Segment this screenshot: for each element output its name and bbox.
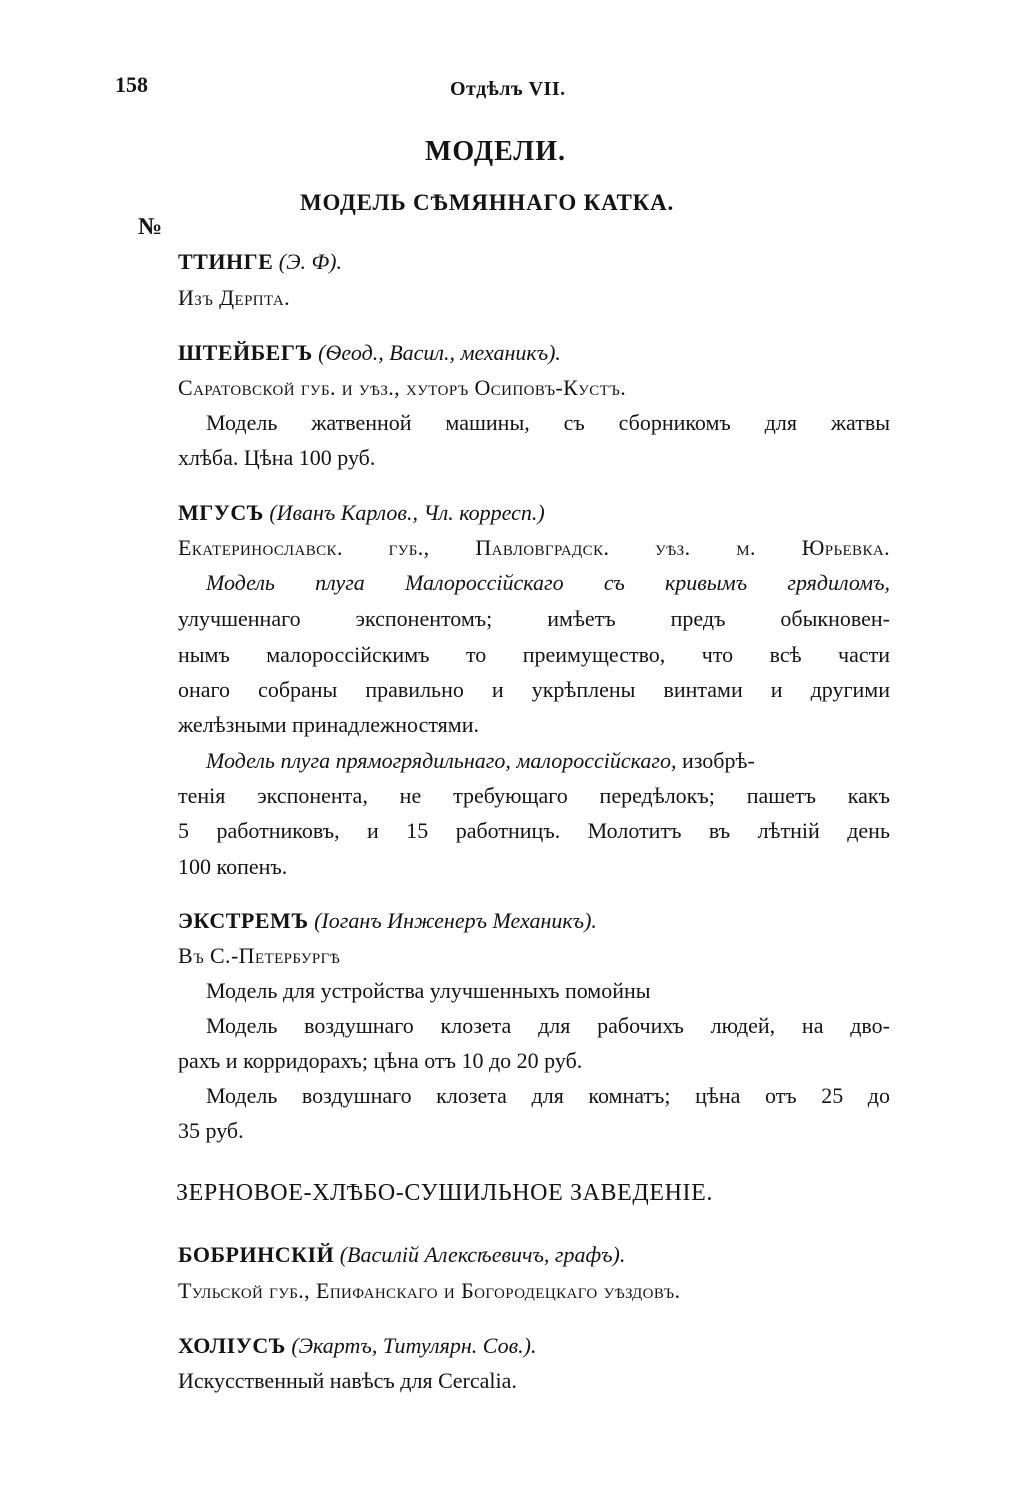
number-sign: № xyxy=(138,214,163,240)
entry-name: ХОЛІУСЪ xyxy=(178,1333,286,1358)
entry-details: (Экартъ, Титулярн. Сов.). xyxy=(291,1333,537,1358)
entry-description-line: хлѣба. Цѣна 100 руб. xyxy=(178,445,376,470)
entry-description-line: тенія экспонента, не требующаго передѣлокъ; пашетъ какъ xyxy=(178,783,890,808)
entry-name: ЭКСТРЕМЪ xyxy=(178,908,309,933)
entry-description-line: Модель жатвенной машины, съ сборникомъ для жатвы xyxy=(206,410,890,435)
entry-heading xyxy=(178,1333,536,1359)
entry-description-line: рахъ и корридорахъ; цѣна отъ 10 до 20 руб. xyxy=(178,1048,583,1073)
entry-description-line: онаго собраны правильно и укрѣплены винтами и другими xyxy=(178,677,890,702)
entry-description-line: Модель воздушнаго клозета для комнатъ; цѣна отъ 25 до xyxy=(206,1083,890,1108)
entry-description-line: нымъ малороссійскимъ то преимущество, что всѣ части xyxy=(178,642,890,667)
entry-heading xyxy=(178,1242,625,1268)
subsection-title: МОДЕЛЬ СѢМЯННАГО КАТКА. xyxy=(300,190,675,215)
entry-description-line: 35 руб. xyxy=(178,1118,244,1143)
entry-heading xyxy=(178,340,561,366)
entry-heading xyxy=(178,249,342,275)
entry-description-line: 100 копенъ. xyxy=(178,854,288,879)
entry-description-line: 5 работниковъ, и 15 работницъ. Молотитъ въ лѣтній день xyxy=(178,818,890,843)
entry-location: Изъ Дерпта. xyxy=(178,285,290,310)
description-italic-part: Модель плуга прямогрядильнаго, малороссійскаго, xyxy=(206,748,677,773)
entry-location: Саратовской губ. и уѣз., хуторъ Осиповъ-Кустъ. xyxy=(178,375,627,400)
description-plain-part: изобрѣ- xyxy=(676,748,755,773)
entry-description-line: Модель плуга Малороссійскаго съ кривымъ грядиломъ, xyxy=(206,570,890,595)
entry-description-line: Модель для устройства улучшенныхъ помойны xyxy=(206,978,651,1003)
entry-location: Искусственный навѣсъ для Cercalia. xyxy=(178,1368,517,1393)
subsection-title: ЗЕРНОВОЕ-ХЛѢБО-СУШИЛЬНОЕ ЗАВЕДЕНІЕ. xyxy=(176,1180,713,1206)
entry-description-line: желѣзными принадлежностями. xyxy=(178,712,479,737)
page-number: 158 xyxy=(115,72,148,97)
running-title: Отдѣлъ VII. xyxy=(450,78,566,100)
entry-location: Тульской губ., Епифанскаго и Богородецкаго уѣздовъ. xyxy=(178,1278,681,1303)
entry-details: (Иванъ Карлов., Чл. корресп.) xyxy=(269,500,545,525)
entry-description-line: Модель воздушнаго клозета для рабочихъ людей, на дво- xyxy=(206,1013,890,1038)
entry-name: ШТЕЙБЕГЪ xyxy=(178,340,313,365)
entry-heading xyxy=(178,908,597,934)
entry-details: (Іоганъ Инженеръ Механикъ). xyxy=(314,908,597,933)
entry-description-line: улучшеннаго экспонентомъ; имѣетъ предъ обыкновен- xyxy=(178,606,890,631)
entry-name: МГУСЪ xyxy=(178,500,264,525)
entry-location: Екатеринославск. губ., Павловградск. уѣз. м. Юрьевка. xyxy=(178,535,890,560)
entry-details: (Ѳеод., Васил., механикъ). xyxy=(318,340,561,365)
entry-heading xyxy=(178,500,545,526)
section-title: МОДЕЛИ. xyxy=(425,136,567,167)
entry-name: БОБРИНСКІЙ xyxy=(178,1242,335,1267)
entry-details: (Э. Ф). xyxy=(278,249,342,274)
entry-details: (Василій Алексѣевичъ, графъ). xyxy=(339,1242,626,1267)
entry-description-line xyxy=(178,748,755,774)
entry-name: ТТИНГЕ xyxy=(178,249,274,274)
entry-location: Въ С.-Петербургѣ xyxy=(178,943,341,968)
